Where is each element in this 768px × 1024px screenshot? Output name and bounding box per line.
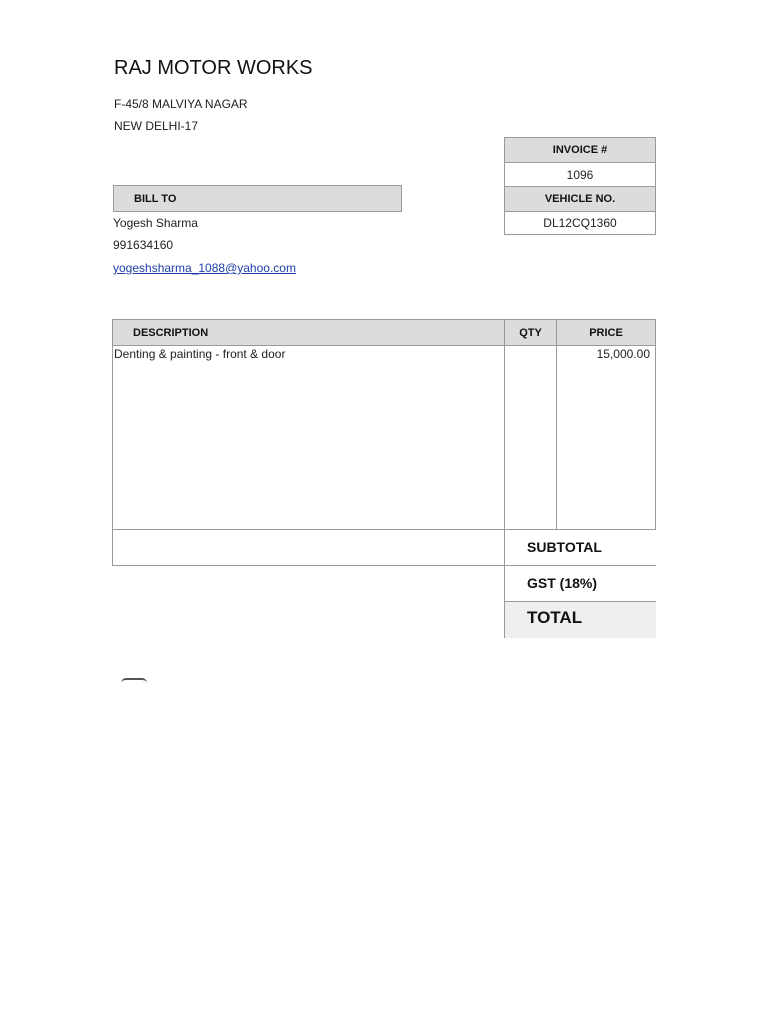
invoice-number-header: INVOICE # xyxy=(504,137,656,163)
vehicle-number-value: DL12CQ1360 xyxy=(504,211,656,235)
total-label: TOTAL xyxy=(527,608,583,627)
column-header-qty: QTY xyxy=(504,319,557,346)
table-left-border xyxy=(112,345,113,566)
company-address-line2: NEW DELHI-17 xyxy=(114,119,199,133)
column-header-description: DESCRIPTION xyxy=(112,319,505,346)
customer-email-link[interactable]: yogeshsharma_1088@yahoo.com xyxy=(113,261,296,275)
customer-name: Yogesh Sharma xyxy=(113,216,198,230)
table-description-divider xyxy=(504,345,505,638)
decorative-mark xyxy=(121,678,147,683)
customer-phone: 991634160 xyxy=(113,238,174,252)
company-name: RAJ MOTOR WORKS xyxy=(114,57,313,79)
invoice-number-value: 1096 xyxy=(504,162,656,187)
table-body-bottom-border xyxy=(112,529,656,530)
subtotal-label: SUBTOTAL xyxy=(527,539,602,555)
bill-to-header: BILL TO xyxy=(113,185,402,212)
subtotal-row-bottom-border xyxy=(112,565,656,566)
gst-label: GST (18%) xyxy=(527,575,598,591)
table-right-border xyxy=(655,345,656,529)
company-address-line1: F-45/8 MALVIYA NAGAR xyxy=(114,97,248,111)
line-item-description: Denting & painting - front & door xyxy=(114,347,286,361)
column-header-price: PRICE xyxy=(556,319,656,346)
table-qty-divider xyxy=(556,345,557,529)
line-item-price: 15,000.00 xyxy=(596,347,650,361)
vehicle-number-header: VEHICLE NO. xyxy=(504,186,656,212)
